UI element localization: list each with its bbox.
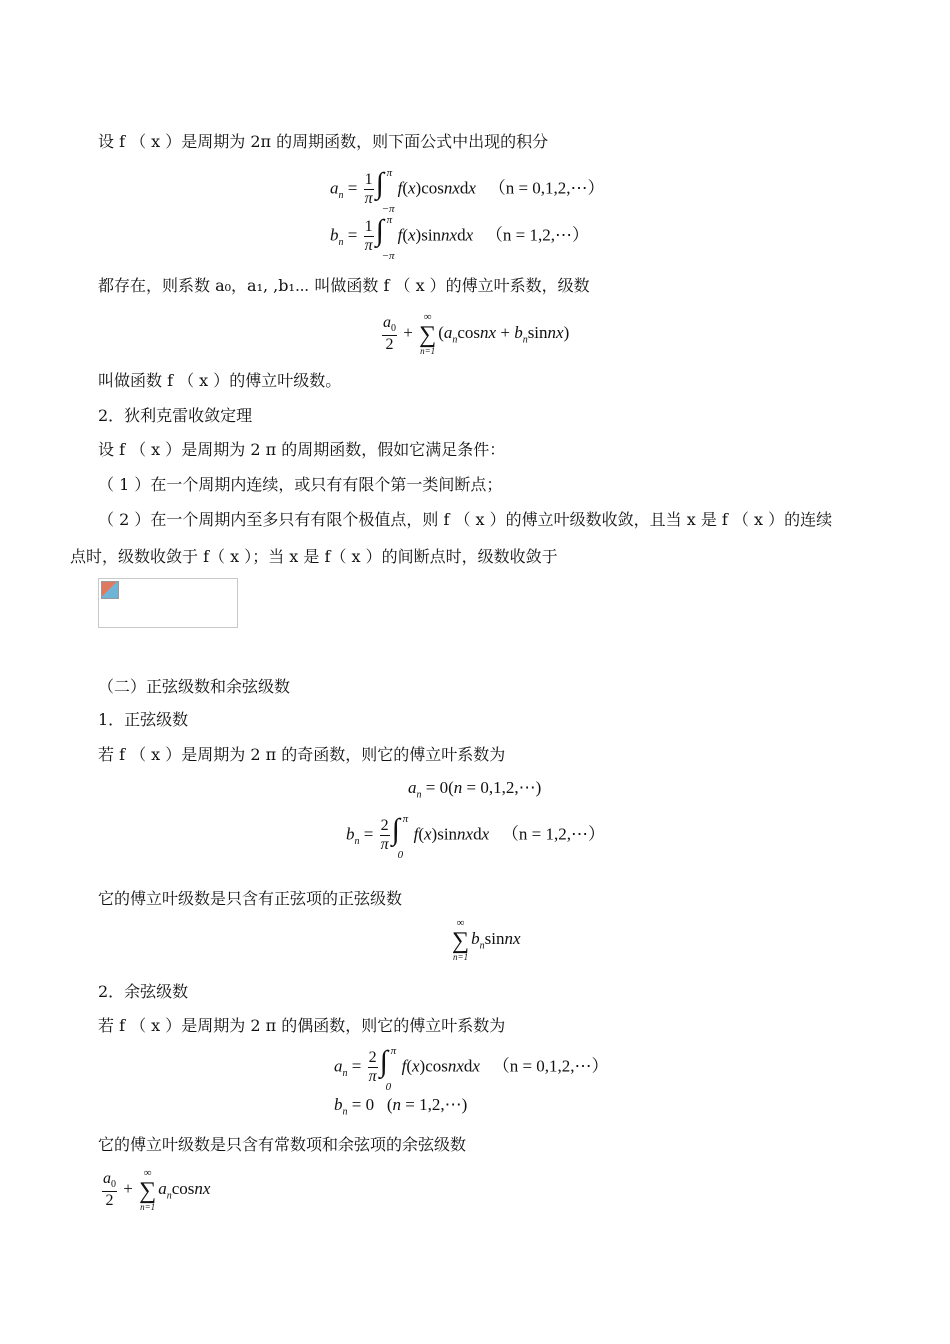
broken-image-icon [101,581,119,599]
section-heading: （二）正弦级数和余弦级数 [98,677,291,696]
an-cosine-condition: （n = 0,1,2,⋯） [492,1056,609,1076]
heading-sine-series: 1．正弦级数 [98,710,189,729]
formula-an-cosine: $a_n$ = $\frac{2}{\pi}$ ∫ π 0 f(x)cosnxdx （n = 0,1,2,⋯） [334,1044,609,1093]
bn-condition: （n = 1,2,⋯） [485,225,589,245]
paragraph-definition: 设 f （ x ）是周期为 2π 的周期函数，则下面公式中出现的积分 [98,132,549,151]
broken-image [98,578,238,628]
formula-bn: $b_n$ = $\frac{1}{\pi}$ ∫ π −π f(x)sinnxdx （n = 1,2,⋯） [330,213,589,262]
paragraph-cosine-series: 它的傅立叶级数是只含有常数项和余弦项的余弦级数 [98,1135,467,1154]
formula-sine-series: ∞ ∑ n=1 $b_nsinnx$ [452,917,521,962]
an-condition: （n = 0,1,2,⋯） [488,178,605,198]
heading-cosine-series: 2．余弦级数 [98,982,189,1001]
bn-sine-condition: （n = 1,2,⋯） [501,824,605,844]
formula-fourier-series: $\frac{a_0}{2}$ + ∞ ∑ n=1 ($a_ncosnx$ + $b_nsinnx$) [383,311,570,356]
condition-2-continued: 点时，级数收敛于 f（ x ）；当 x 是 f（ x ）的间断点时，级数收敛于 [70,547,558,566]
heading-dirichlet: 2．狄利克雷收敛定理 [98,406,253,425]
condition-2: （ 2 ）在一个周期内至多只有有限个极值点，则 f （ x ）的傅立叶级数收敛，且当 x 是 f （ x ）的连续 [98,510,833,529]
condition-1: （ 1 ）在一个周期内连续，或只有有限个第一类间断点； [98,475,503,494]
formula-bn-zero: $b_n = 0$ (n = 1,2,⋯) [334,1095,468,1118]
formula-an-zero: $a_n = 0(n$ = 0,1,2,⋯) [408,778,542,801]
formula-bn-sine: $b_n$ = $\frac{2}{\pi}$ ∫ π 0 f(x)sinnxdx （n = 1,2,⋯） [346,812,605,861]
formula-an: $a_n$ = $\frac{1}{\pi}$ ∫ π −π f(x)cosnxdx （n = 0,1,2,⋯） [330,166,605,215]
paragraph-sine-series: 它的傅立叶级数是只含有正弦项的正弦级数 [98,889,403,908]
paragraph-odd-function: 若 f （ x ）是周期为 2 π 的奇函数，则它的傅立叶系数为 [98,745,506,764]
paragraph-conditions: 设 f （ x ）是周期为 2 π 的周期函数，假如它满足条件： [98,440,506,459]
paragraph-series-name: 叫做函数 f （ x ）的傅立叶级数。 [98,371,342,390]
formula-cosine-series: $\frac{a_0}{2}$ + ∞ ∑ n=1 $a_ncosnx$ [103,1167,211,1212]
paragraph-coefficients: 都存在，则系数 a₀，a₁, ,b₁⋯ 叫做函数 f （ x ）的傅立叶系数，级数 [98,276,590,295]
paragraph-even-function: 若 f （ x ）是周期为 2 π 的偶函数，则它的傅立叶系数为 [98,1016,506,1035]
